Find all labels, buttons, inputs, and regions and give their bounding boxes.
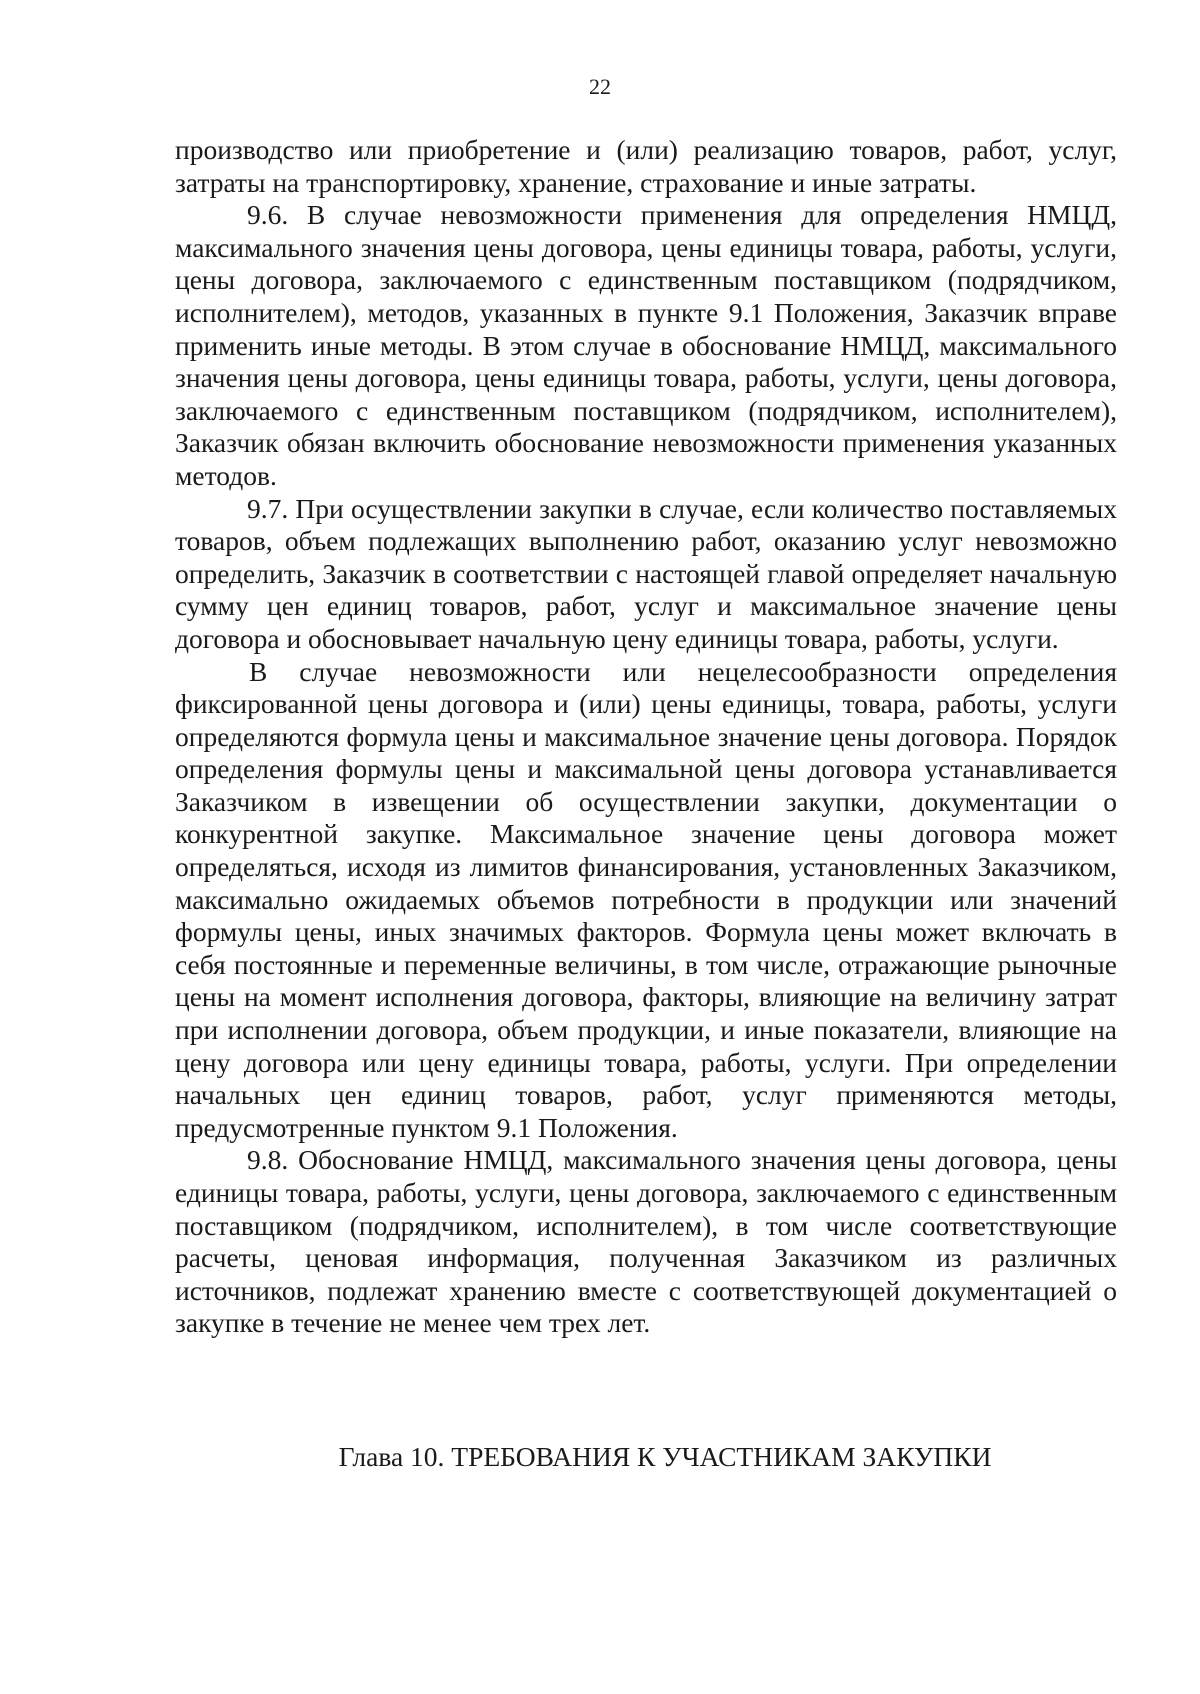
paragraph-9-7: 9.7. При осуществлении закупки в случае, если количество поставляемых товаров, объем подлежащих выполнению работ, оказанию услуг невозможно определить, Заказчик в соответствии с настоящей главой определяет начальную сумму цен единиц товаров, работ, услуг и максимальное значение цены договора и обосновывает начальную цену единицы товара, работы, услуги. (175, 492, 1117, 654)
chapter-heading: Глава 10. ТРЕБОВАНИЯ К УЧАСТНИКАМ ЗАКУПКИ (338, 1441, 992, 1472)
paragraph-9-8: 9.8. Обоснование НМЦД, максимального значения цены договора, цены единицы товара, работы, услуги, цены договора, заключаемого с единственным поставщиком (подрядчиком, исполнителем), в том числе соответствующие расчеты, ценовая информация, полученная Заказчиком из различных источников, подлежат хранению вместе с соответствующей документацией о закупке в течение не менее чем трех лет. (175, 1144, 1117, 1339)
paragraph-9-6: 9.6. В случае невозможности применения для определения НМЦД, максимального значения цены договора, цены единицы товара, работы, услуги, цены договора, заключаемого с единственным поставщиком (подрядчиком, исполнителем), методов, указанных в пункте 9.1 Положения, Заказчик вправе применить иные методы. В этом случае в обоснование НМЦД, максимального значения цены договора, цены единицы товара, работы, услуги, цены договора, заключаемого с единственным поставщиком (подрядчиком, исполнителем), Заказчик обязан включить обоснование невозможности применения указанных методов. (175, 199, 1117, 491)
paragraph-9-7-formula: В случае невозможности или нецелесообразности определения фиксированной цены договора и (или) цены единицы, товара, работы, услуги определяются формула цены и максимальное значение цены договора. Порядок определения формулы цены и максимальной цены договора устанавливается Заказчиком в извещении об осуществлении закупки, документации о конкурентной закупке. Максимальное значение цены договора может определяться, исходя из лимитов финансирования, установленных Заказчиком, максимально ожидаемых объемов потребности в продукции или значений формулы цены, иных значимых факторов. Формула цены может включать в себя постоянные и переменные величины, в том числе, отражающие рыночные цены на момент исполнения договора, факторы, влияющие на величину затрат при исполнении договора, объем продукции, и иные показатели, влияющие на цену договора или цену единицы товара, работы, услуги. При определении начальных цен единиц товаров, работ, услуг применяются методы, предусмотренные пунктом 9.1 Положения. (175, 655, 1117, 1143)
paragraph-continuation: производство или приобретение и (или) реализацию товаров, работ, услуг, затраты на транспортировку, хранение, страхование и иные затраты. (175, 134, 1117, 198)
document-body (175, 134, 1117, 1340)
page-number: 22 (589, 74, 611, 99)
